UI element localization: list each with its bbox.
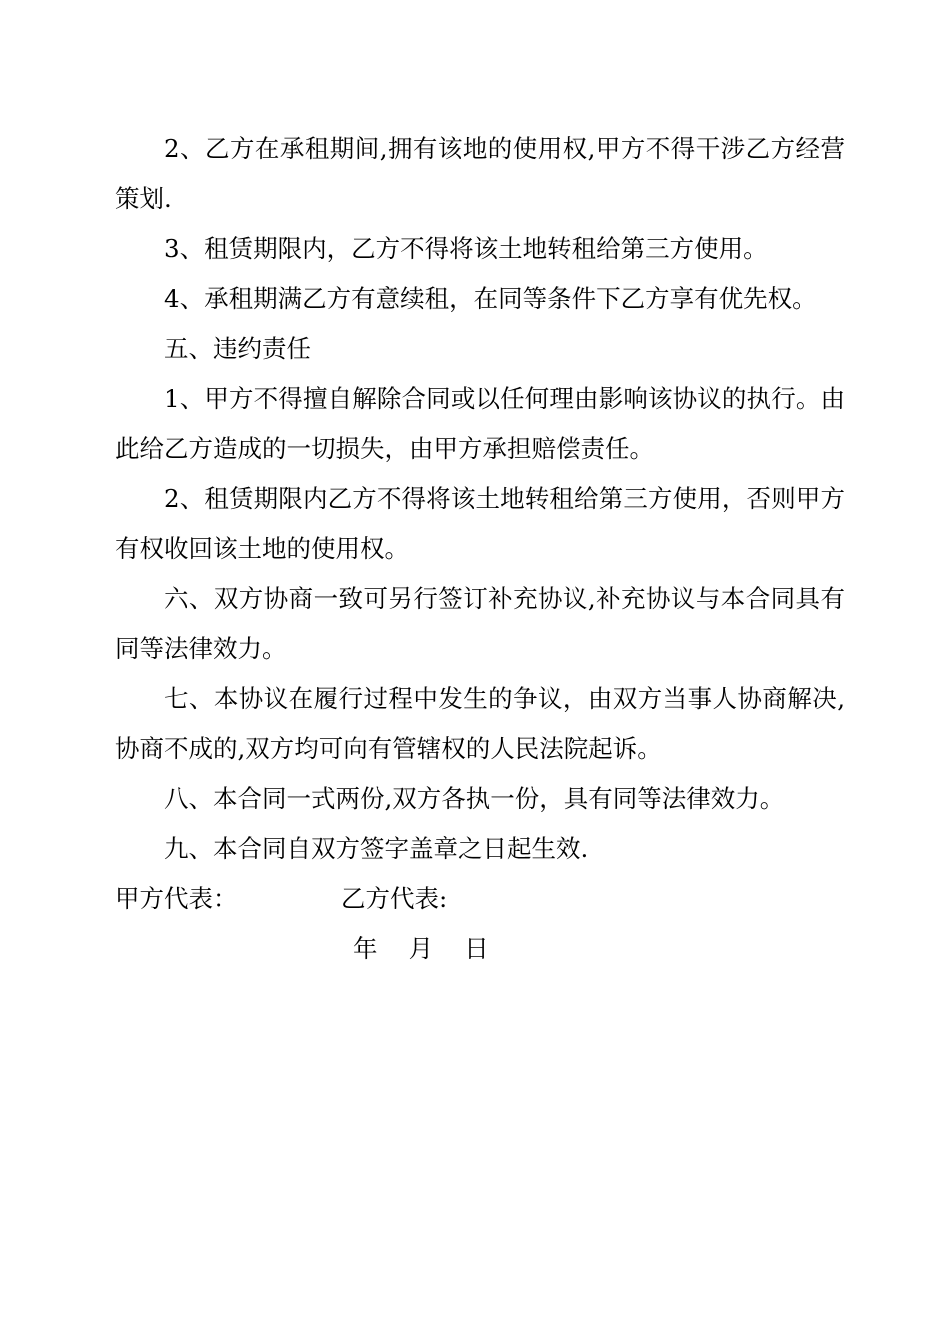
- clause-5-1: 1、甲方不得擅自解除合同或以任何理由影响该协议的执行。由此给乙方造成的一切损失，由甲方承担赔偿责任。: [115, 384, 845, 463]
- clause-4-3: 3、租赁期限内，乙方不得将该土地转租给第三方使用。: [164, 234, 768, 263]
- clause-7: 七、本协议在履行过程中发生的争议，由双方当事人协商解决,协商不成的,双方均可向有管辖权的人民法院起诉。: [115, 684, 845, 763]
- signature-row: [115, 874, 845, 924]
- document-body: [115, 124, 845, 974]
- clause-5-2: 2、租赁期限内乙方不得将该土地转租给第三方使用，否则甲方有权收回该土地的使用权。: [115, 484, 845, 563]
- clause-8: 八、本合同一式两份,双方各执一份，具有同等法律效力。: [164, 784, 785, 813]
- party-a-signature-label: 甲方代表：: [115, 884, 238, 913]
- clause-4-2: 2、乙方在承租期间,拥有该地的使用权,甲方不得干涉乙方经营策划.: [115, 134, 845, 213]
- date-row: [115, 924, 845, 974]
- party-b-signature-label: 乙方代表:: [341, 884, 448, 913]
- clause-6: 六、双方协商一致可另行签订补充协议,补充协议与本合同具有同等法律效力。: [115, 584, 845, 663]
- clause-4-4: 4、承租期满乙方有意续租，在同等条件下乙方享有优先权。: [164, 284, 817, 313]
- date-line: 年 月 日: [353, 934, 489, 963]
- clause-9: 九、本合同自双方签字盖章之日起生效.: [164, 834, 589, 863]
- section-heading-breach: 五、违约责任: [164, 334, 311, 363]
